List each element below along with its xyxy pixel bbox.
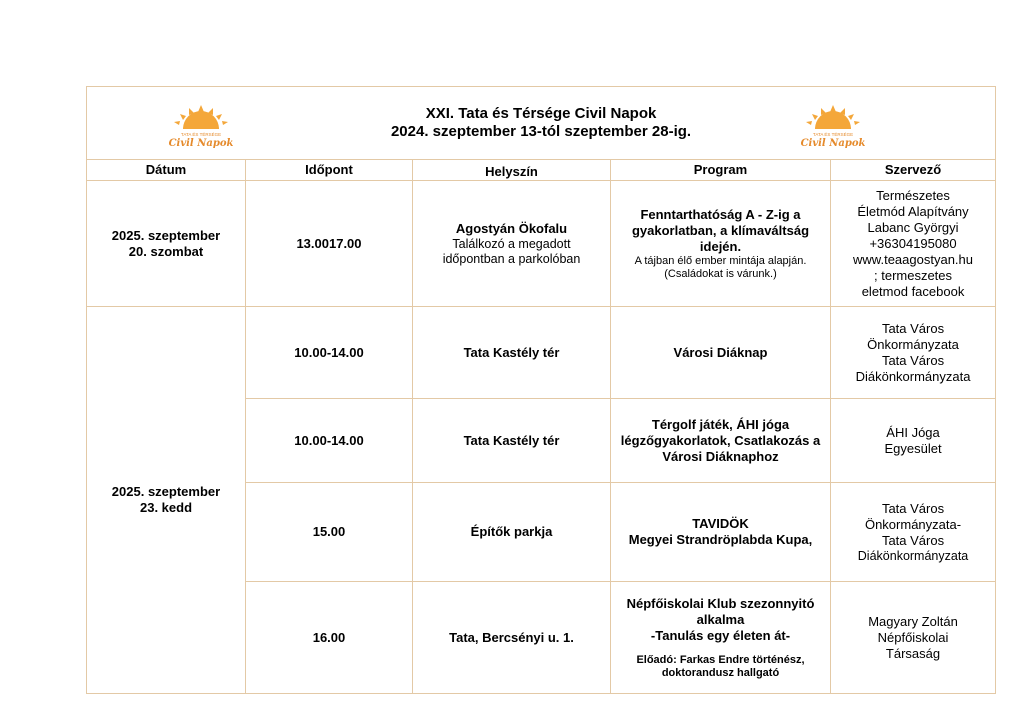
time-cell: 15.00 xyxy=(246,483,413,582)
program-line: idején. xyxy=(699,238,742,254)
place-line: időpontban a parkolóban xyxy=(442,251,581,266)
organizer-line: www.teaagostyan.hu xyxy=(853,251,973,267)
column-header-row xyxy=(87,160,996,181)
program-line: alkalma xyxy=(696,611,745,627)
program-line: Térgolf játék, ÁHI jóga xyxy=(651,416,790,432)
program-note: Előadó: Farkas Endre történész, xyxy=(636,653,805,666)
col-header-datum: Dátum xyxy=(87,160,246,181)
program-line: Népfőiskolai Klub szezonnyitó xyxy=(626,595,815,611)
organizer-line: eletmod facebook xyxy=(861,283,965,299)
table-row xyxy=(87,307,996,399)
organizer-line: Tata Város xyxy=(881,532,945,548)
program-line: Városi Diáknaphoz xyxy=(662,448,779,464)
header-cell xyxy=(87,87,996,160)
event-title: XXI. Tata és Térsége Civil Napok xyxy=(425,105,657,122)
program-cell xyxy=(611,483,831,582)
program-line: Fenntarthatóság A - Z-ig a xyxy=(640,206,801,222)
organizer-cell xyxy=(831,483,996,582)
program-cell xyxy=(611,582,831,694)
col-header-idopont: Időpont xyxy=(246,160,413,181)
program-note: doktorandusz hallgató xyxy=(661,666,780,679)
place-cell xyxy=(413,181,611,307)
logo-right-top-text: TATA ÉS TÉRSÉGE xyxy=(812,132,854,137)
time-cell: 10.00-14.00 xyxy=(246,307,413,399)
program-line: Megyei Strandröplabda Kupa, xyxy=(628,532,813,547)
program-cell xyxy=(611,399,831,483)
program-note: A tájban élő ember mintája alapján. xyxy=(634,254,807,267)
date-line: 20. szombat xyxy=(128,243,204,259)
place-cell: Tata, Bercsényi u. 1. xyxy=(413,582,611,694)
program-line: légzőgyakorlatok, Csatlakozás a xyxy=(620,432,821,448)
program-line: -Tanulás egy életen át- xyxy=(650,627,791,643)
organizer-line: Önkormányzata- xyxy=(864,516,962,532)
civil-napok-logo-right xyxy=(797,103,869,149)
organizer-line: Tata Város xyxy=(881,320,945,336)
date-line: 23. kedd xyxy=(139,500,193,515)
organizer-line: Népfőiskolai xyxy=(877,629,949,645)
place-title: Agostyán Ökofalu xyxy=(455,220,568,236)
organizer-line: Életmód Alapítvány xyxy=(857,203,969,219)
organizer-cell xyxy=(831,399,996,483)
organizer-line: Egyesület xyxy=(884,440,942,456)
logo-right-text: Civil Napok xyxy=(800,138,866,149)
table-row xyxy=(87,181,996,307)
organizer-line: Diákönkormányzata xyxy=(857,548,969,563)
organizer-line: Tata Város xyxy=(881,500,945,516)
organizer-line: Társaság xyxy=(885,645,941,661)
organizer-line: Természetes xyxy=(876,187,950,203)
program-cell: Városi Diáknap xyxy=(611,307,831,399)
program-line: TAVIDÖK xyxy=(692,516,749,531)
organizer-cell xyxy=(831,307,996,399)
col-header-program: Program xyxy=(611,160,831,181)
organizer-line: Magyary Zoltán xyxy=(868,613,958,629)
col-header-szervezo: Szervező xyxy=(831,160,996,181)
civil-napok-logo-left xyxy=(165,103,237,149)
schedule-table xyxy=(86,86,996,694)
organizer-cell xyxy=(831,582,996,694)
time-cell: 10.00-14.00 xyxy=(246,399,413,483)
organizer-line: +36304195080 xyxy=(869,235,957,251)
organizer-line: ÁHI Jóga xyxy=(886,424,940,440)
time-cell: 13.0017.00 xyxy=(246,181,413,307)
logo-left-text: Civil Napok xyxy=(168,138,234,149)
logo-left-top-text: TATA ÉS TÉRSÉGE xyxy=(180,132,222,137)
event-dates: 2024. szeptember 13-tól szeptember 28-ig. xyxy=(390,123,692,140)
date-cell xyxy=(87,307,246,694)
organizer-line: Tata Város xyxy=(881,352,945,368)
place-cell: Építők parkja xyxy=(413,483,611,582)
program-cell xyxy=(611,181,831,307)
organizer-line: Labanc Györgyi xyxy=(867,219,959,235)
organizer-cell xyxy=(831,181,996,307)
date-line: 2025. szeptember xyxy=(111,484,221,499)
organizer-line: ; termeszetes xyxy=(874,267,953,283)
date-cell xyxy=(87,181,246,307)
program-note: (Családokat is várunk.) xyxy=(664,267,777,280)
organizer-line: Diákönkormányzata xyxy=(855,368,971,384)
organizer-line: Önkormányzata xyxy=(867,336,959,352)
program-line: gyakorlatban, a klímaváltság xyxy=(631,222,810,238)
place-cell: Tata Kastély tér xyxy=(413,307,611,399)
time-cell: 16.00 xyxy=(246,582,413,694)
place-cell: Tata Kastély tér xyxy=(413,399,611,483)
date-line: 2025. szeptember xyxy=(111,227,221,243)
place-line: Találkozó a megadott xyxy=(452,236,571,251)
col-header-helyszin: Helyszín xyxy=(413,160,611,181)
